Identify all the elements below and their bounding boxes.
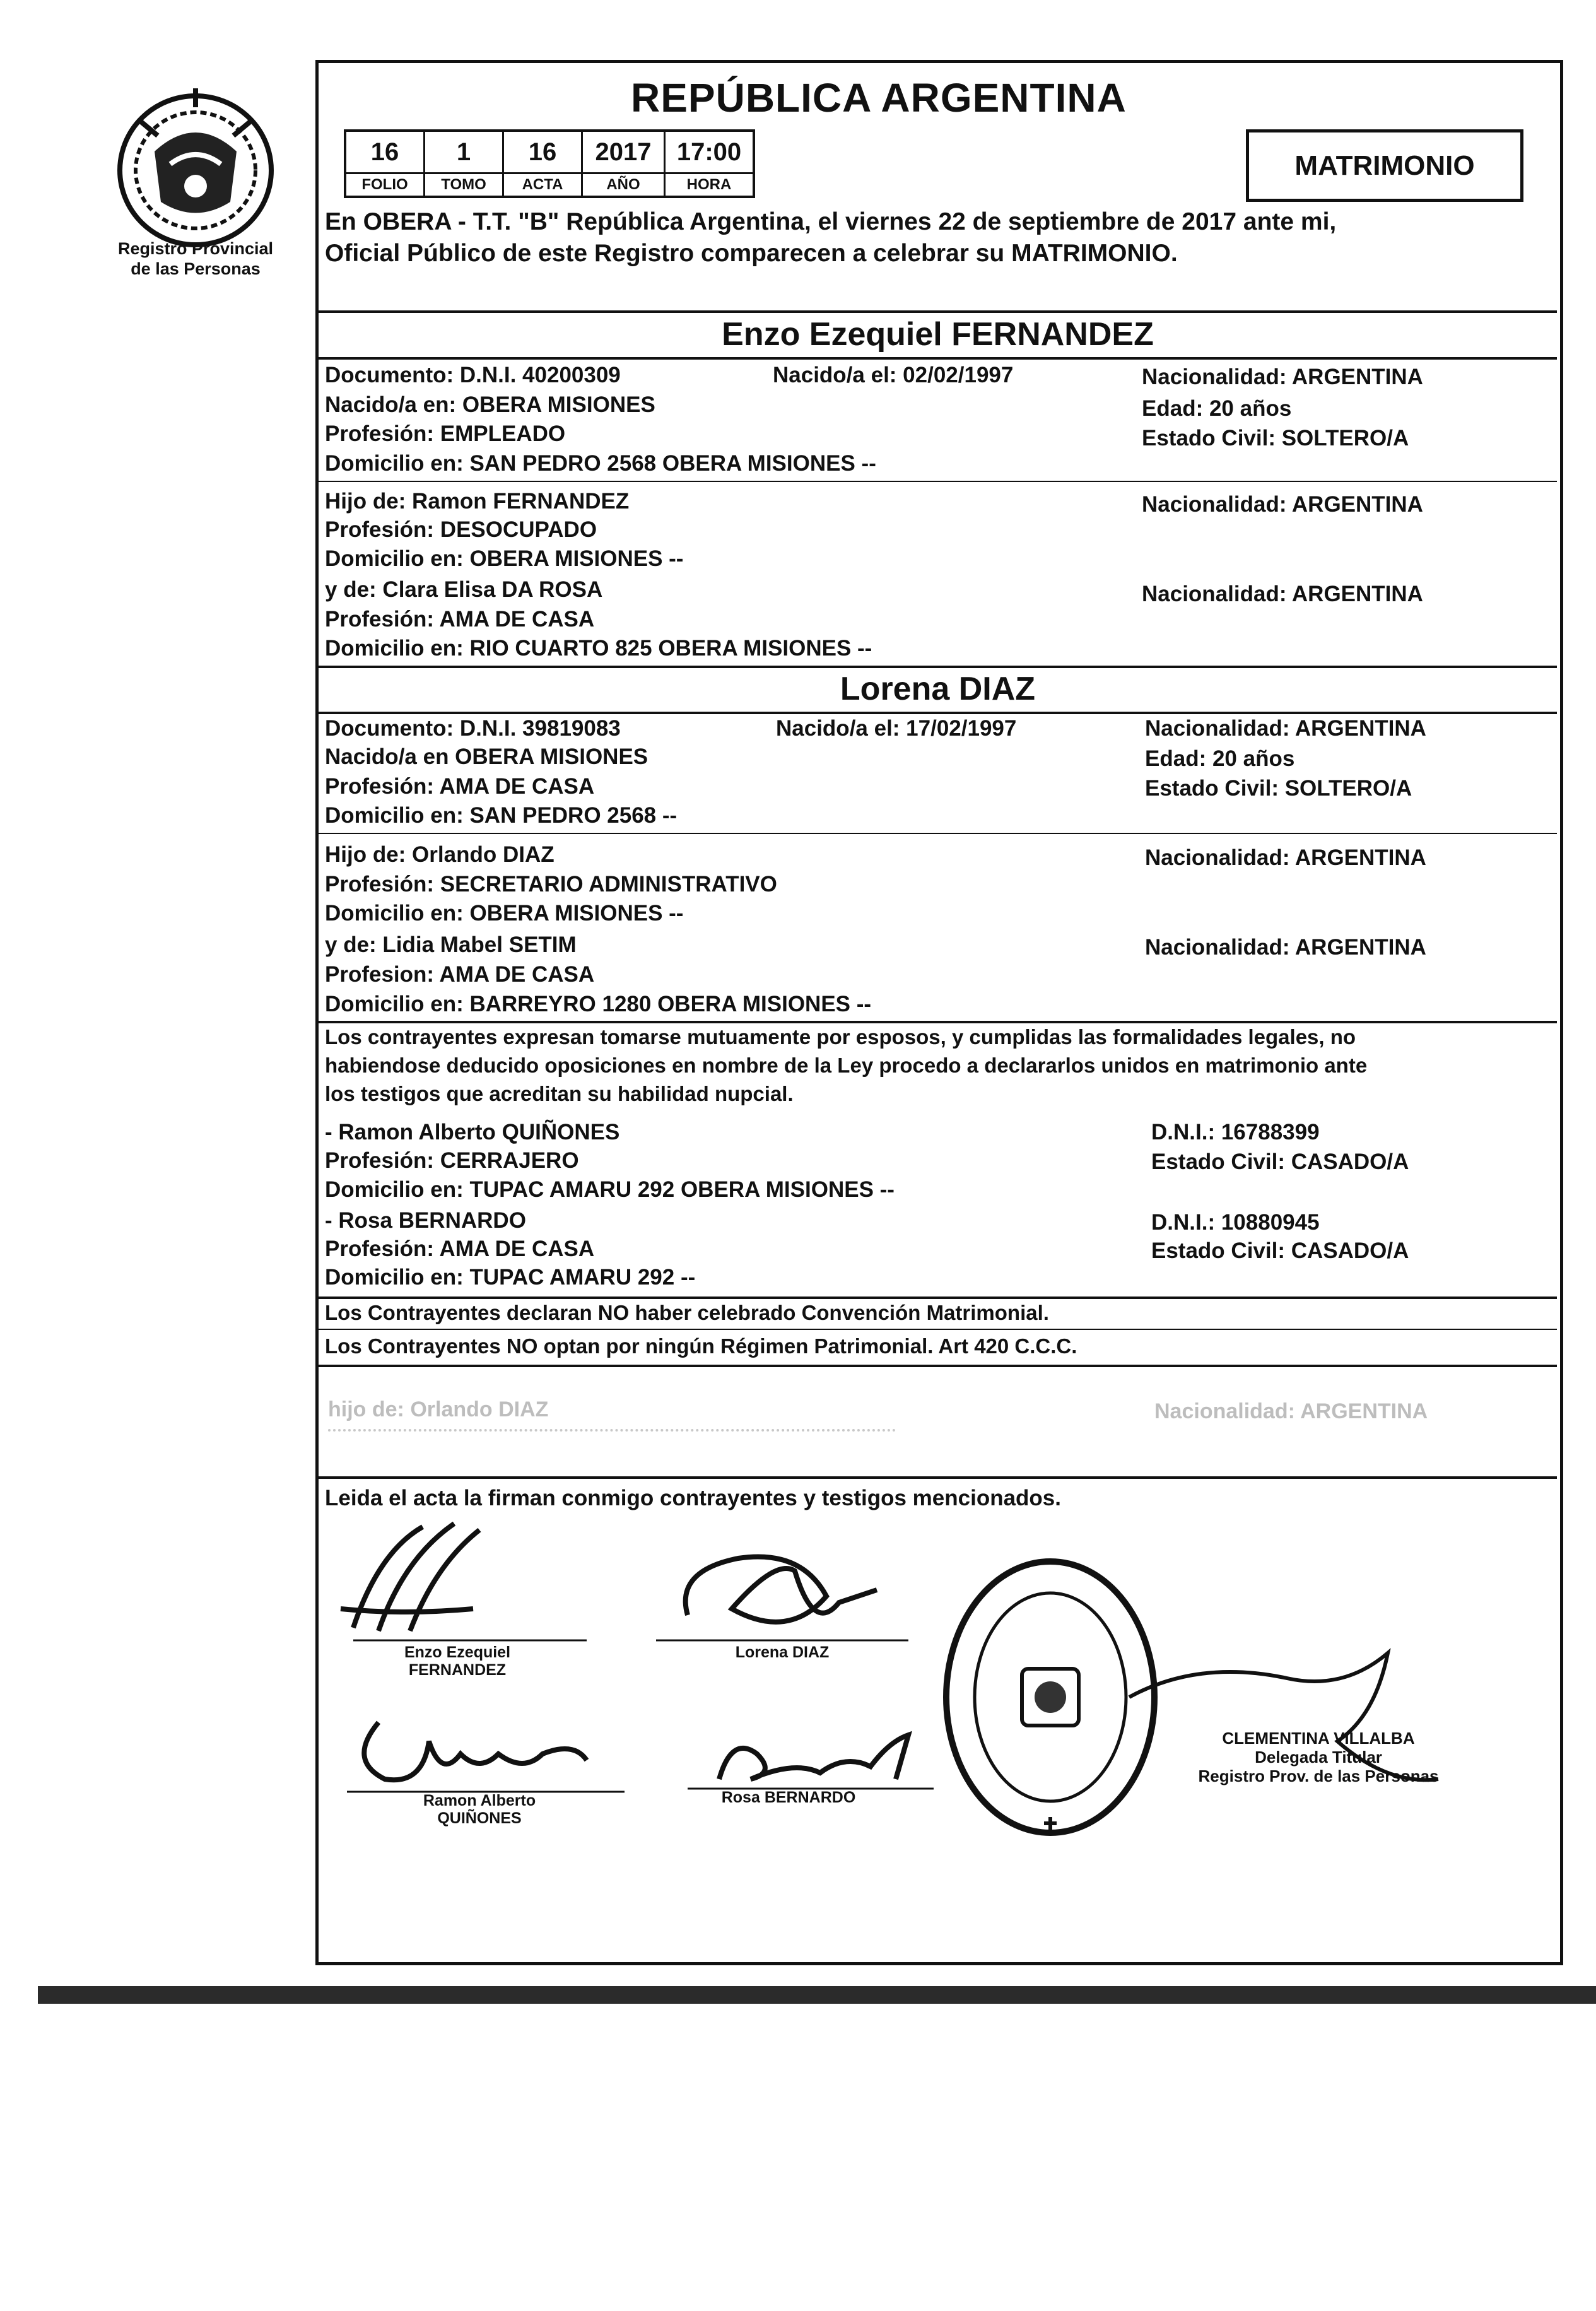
t1-dni: D.N.I.: 16788399: [1151, 1120, 1320, 1144]
divider: [319, 1476, 1557, 1479]
c2-madre-domicilio: Domicilio en: BARREYRO 1280 OBERA MISIONES --: [325, 992, 872, 1016]
c1-padre-domicilio: Domicilio en: OBERA MISIONES --: [325, 546, 684, 571]
divider: [319, 666, 1557, 668]
signature-label-lorena: Lorena DIAZ: [735, 1644, 830, 1661]
scan-band: [38, 1986, 1596, 2004]
t2-profesion: Profesión: AMA DE CASA: [325, 1237, 595, 1261]
c2-padre-nacionalidad: Nacionalidad: ARGENTINA: [1145, 845, 1426, 870]
c2-nacionalidad: Nacionalidad: ARGENTINA: [1145, 716, 1426, 741]
c2-madre-profesion: Profesion: AMA DE CASA: [325, 962, 595, 987]
declaration-line2: habiendose deducido oposiciones en nombre de la Ley procedo a declararlos unidos en matrimonio ante: [325, 1054, 1368, 1077]
t2-dni: D.N.I.: 10880945: [1151, 1210, 1320, 1235]
divider: [319, 1021, 1557, 1023]
c2-profesion: Profesión: AMA DE CASA: [325, 774, 595, 799]
c1-edad: Edad: 20 años: [1142, 396, 1292, 421]
c1-madre-profesion: Profesión: AMA DE CASA: [325, 607, 595, 632]
divider: [319, 1329, 1557, 1330]
signature-label-rosa: Rosa BERNARDO: [721, 1789, 856, 1806]
signature-label-enzo: [372, 1644, 543, 1679]
c1-profesion: Profesión: EMPLEADO: [325, 421, 566, 446]
c1-madre: y de: Clara Elisa DA ROSA: [325, 577, 603, 602]
c1-domicilio: Domicilio en: SAN PEDRO 2568 OBERA MISIONES --: [325, 451, 876, 476]
ghost-line1: hijo de: Orlando DIAZ: [328, 1397, 549, 1421]
c2-madre: y de: Lidia Mabel SETIM: [325, 932, 577, 957]
record-label: ACTA: [522, 176, 563, 193]
signature-label-ramon: [397, 1792, 561, 1827]
record-number-table: [344, 129, 755, 198]
t2-estado-civil: Estado Civil: CASADO/A: [1151, 1238, 1409, 1263]
sig3-line2: QUIÑONES: [437, 1809, 522, 1827]
c1-padre-nacionalidad: Nacionalidad: ARGENTINA: [1142, 492, 1423, 517]
declaration-line1: Los contrayentes expresan tomarse mutuamente por esposos, y cumplidas las formalidades legales, no: [325, 1025, 1356, 1049]
record-value: 16: [504, 132, 581, 174]
sig3-line1: Ramon Alberto: [423, 1792, 536, 1809]
official-line3: Registro Prov. de las Personas: [1198, 1767, 1439, 1785]
c2-nacido-el: Nacido/a el: 17/02/1997: [776, 716, 1017, 741]
c1-madre-domicilio: Domicilio en: RIO CUARTO 825 OBERA MISIONES --: [325, 636, 872, 661]
ghost-rule: [328, 1429, 896, 1434]
record-value: 1: [425, 132, 502, 174]
t1-estado-civil: Estado Civil: CASADO/A: [1151, 1150, 1409, 1174]
c2-nacido-en: Nacido/a en OBERA MISIONES: [325, 744, 648, 769]
record-cell-tomo: [425, 132, 504, 196]
divider: [319, 310, 1557, 313]
t2-name: - Rosa BERNARDO: [325, 1208, 526, 1233]
divider: [319, 481, 1557, 482]
record-label: AÑO: [606, 176, 640, 193]
logo-caption-line1: Registro Provincial: [117, 239, 274, 258]
c2-edad: Edad: 20 años: [1145, 746, 1295, 771]
divider: [319, 712, 1557, 714]
sig1-line1: Enzo Ezequiel: [404, 1644, 511, 1661]
c1-nacionalidad: Nacionalidad: ARGENTINA: [1142, 365, 1423, 389]
c1-estado-civil: Estado Civil: SOLTERO/A: [1142, 426, 1409, 450]
intro-line1: En OBERA - T.T. "B" República Argentina, el viernes 22 de septiembre de 2017 ante mi,: [325, 208, 1337, 235]
record-value: 17:00: [666, 132, 753, 174]
record-label: HORA: [686, 176, 732, 193]
record-cell-ano: [583, 132, 666, 196]
c2-padre: Hijo de: Orlando DIAZ: [325, 842, 554, 867]
divider: [319, 1297, 1557, 1299]
record-cell-hora: [666, 132, 753, 196]
registro-provincial-logo: [101, 76, 290, 259]
contrayente2-name: Lorena DIAZ: [840, 671, 1036, 707]
record-label: TOMO: [441, 176, 486, 193]
contrayente1-name: Enzo Ezequiel FERNANDEZ: [722, 316, 1154, 353]
c2-madre-nacionalidad: Nacionalidad: ARGENTINA: [1145, 935, 1426, 960]
certificate-type-box: MATRIMONIO: [1246, 129, 1523, 202]
divider: [319, 1365, 1557, 1367]
signature-lorena: [650, 1533, 915, 1647]
record-cell-folio: [346, 132, 425, 196]
signature-rosa: [681, 1716, 946, 1798]
signature-enzo: [328, 1514, 593, 1647]
official-line1: CLEMENTINA VILLALBA: [1222, 1729, 1415, 1748]
t1-name: - Ramon Alberto QUIÑONES: [325, 1120, 620, 1144]
t1-profesion: Profesión: CERRAJERO: [325, 1148, 579, 1173]
c2-padre-domicilio: Domicilio en: OBERA MISIONES --: [325, 901, 684, 926]
t1-domicilio: Domicilio en: TUPAC AMARU 292 OBERA MISIONES --: [325, 1177, 895, 1202]
c2-documento: Documento: D.N.I. 39819083: [325, 716, 621, 741]
page-title: REPÚBLICA ARGENTINA: [631, 75, 1127, 121]
c1-padre-profesion: Profesión: DESOCUPADO: [325, 517, 597, 542]
divider: [319, 833, 1557, 834]
declaration-line3: los testigos que acreditan su habilidad nupcial.: [325, 1082, 794, 1105]
official-stamp-text: [1186, 1729, 1451, 1785]
divider: [319, 357, 1557, 360]
convencion-line1: Los Contrayentes declaran NO haber celebrado Convención Matrimonial.: [325, 1301, 1049, 1324]
official-line2: Delegada Titular: [1255, 1748, 1382, 1767]
intro-line2: Oficial Público de este Registro comparecen a celebrar su MATRIMONIO.: [325, 240, 1178, 267]
record-cell-acta: [504, 132, 583, 196]
record-value: 16: [346, 132, 423, 174]
c2-padre-profesion: Profesión: SECRETARIO ADMINISTRATIVO: [325, 872, 777, 897]
c1-nacido-el: Nacido/a el: 02/02/1997: [773, 363, 1014, 387]
c1-nacido-en: Nacido/a en: OBERA MISIONES: [325, 392, 655, 417]
c1-padre: Hijo de: Ramon FERNANDEZ: [325, 489, 630, 514]
convencion-line2: Los Contrayentes NO optan por ningún Régimen Patrimonial. Art 420 C.C.C.: [325, 1334, 1077, 1358]
logo-caption: [82, 238, 309, 279]
c2-estado-civil: Estado Civil: SOLTERO/A: [1145, 776, 1412, 801]
c1-madre-nacionalidad: Nacionalidad: ARGENTINA: [1142, 582, 1423, 606]
c1-documento: Documento: D.N.I. 40200309: [325, 363, 621, 387]
record-value: 2017: [583, 132, 664, 174]
logo-caption-line2: de las Personas: [131, 259, 261, 278]
sig1-line2: FERNANDEZ: [408, 1661, 507, 1679]
record-label: FOLIO: [361, 176, 408, 193]
c2-domicilio: Domicilio en: SAN PEDRO 2568 --: [325, 803, 678, 828]
firma-intro: Leida el acta la firman conmigo contrayentes y testigos mencionados.: [325, 1486, 1061, 1510]
t2-domicilio: Domicilio en: TUPAC AMARU 292 --: [325, 1265, 696, 1290]
ghost-line2: Nacionalidad: ARGENTINA: [1154, 1399, 1428, 1423]
signature-ramon: [334, 1703, 637, 1804]
